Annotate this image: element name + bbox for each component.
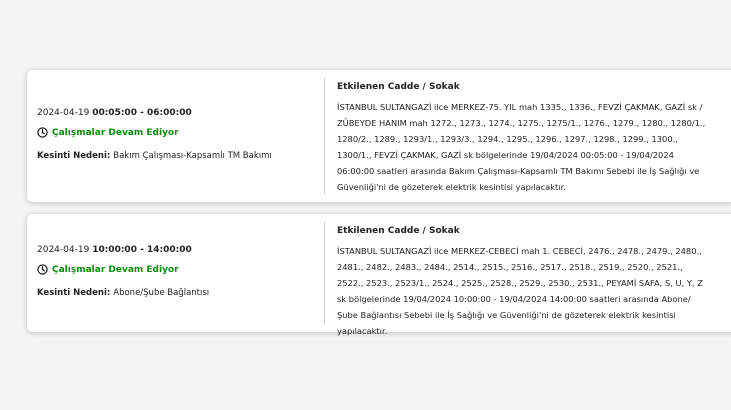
outage-date: 2024-04-19 — [37, 108, 90, 118]
outage-reason — [37, 151, 272, 161]
outage-reason — [37, 288, 209, 298]
status-label: Çalışmalar Devam Ediyor — [52, 264, 179, 275]
reason-value: Bakım Çalışması-Kapsamlı TM Bakımı — [113, 151, 272, 161]
reason-label: Kesinti Nedeni: — [37, 151, 111, 161]
reason-label: Kesinti Nedeni: — [37, 288, 111, 298]
affected-streets — [337, 226, 707, 339]
outage-info — [37, 70, 317, 202]
status-label: Çalışmalar Devam Ediyor — [52, 127, 179, 138]
card-divider — [324, 78, 325, 194]
outage-time: 10:00:00 - 14:00:00 — [92, 245, 192, 255]
clock-icon — [37, 264, 48, 275]
outage-datetime — [37, 108, 192, 118]
affected-streets-title: Etkilenen Cadde / Sokak — [337, 226, 460, 236]
outage-datetime — [37, 245, 192, 255]
outage-date: 2024-04-19 — [37, 245, 90, 255]
affected-streets — [337, 82, 707, 195]
outage-status — [37, 264, 179, 275]
affected-streets-title: Etkilenen Cadde / Sokak — [337, 82, 460, 92]
affected-streets-text: İSTANBUL SULTANGAZİ ilce MERKEZ-75. YIL mah 1335., 1336., FEVZİ ÇAKMAK, GAZİ sk / ZÜBEYDE HANIM mah 1272., 1273., 1274., 1275., 1275/1., 1276., 1279., 1280., 1280/1., 1280/2., 1289., 1293/1., 1293/3., 1294., 1295., 1296., 1297., 1298., 1299., 1300., 1300/1., FEVZİ ÇAKMAK, GAZİ sk bölgelerinde 19/04/2024 00:05:00 - 19/04/2024 06:00:00 saatleri arasında Bakım Çalışması-Kapsamlı TM Bakımı Sebebi ile İş Sağlığı ve Güvenliği'ni de gözeterek elektrik kesintisi yapılacaktır. — [337, 102, 706, 192]
card-divider — [324, 222, 325, 324]
reason-value: Abone/Şube Bağlantısı — [113, 288, 210, 298]
affected-streets-text: İSTANBUL SULTANGAZİ ilce MERKEZ-CEBECİ mah 1. CEBECİ, 2476., 2478., 2479., 2480., 2481., 2482., 2483., 2484., 2514., 2515., 2516., 2517., 2518., 2519., 2520., 2521., 2522., 2523., 2523/1., 2524., 2525., 2528., 2529., 2530., 2531., PEYAMİ SAFA, S, U, Y, Z sk bölgelerinde 19/04/2024 10:00:00 - 19/04/2024 14:00:00 saatleri arasında Abone/Şube Bağlantısı Sebebi ile İş Sağlığı ve Güvenliği'ni de gözeterek elektrik kesintisi yapılacaktır. — [337, 246, 703, 336]
outage-status — [37, 127, 179, 138]
outage-time: 00:05:00 - 06:00:00 — [92, 108, 192, 118]
outage-info — [37, 214, 317, 332]
clock-icon — [37, 127, 48, 138]
outage-card — [27, 70, 731, 202]
outage-card — [27, 214, 731, 336]
